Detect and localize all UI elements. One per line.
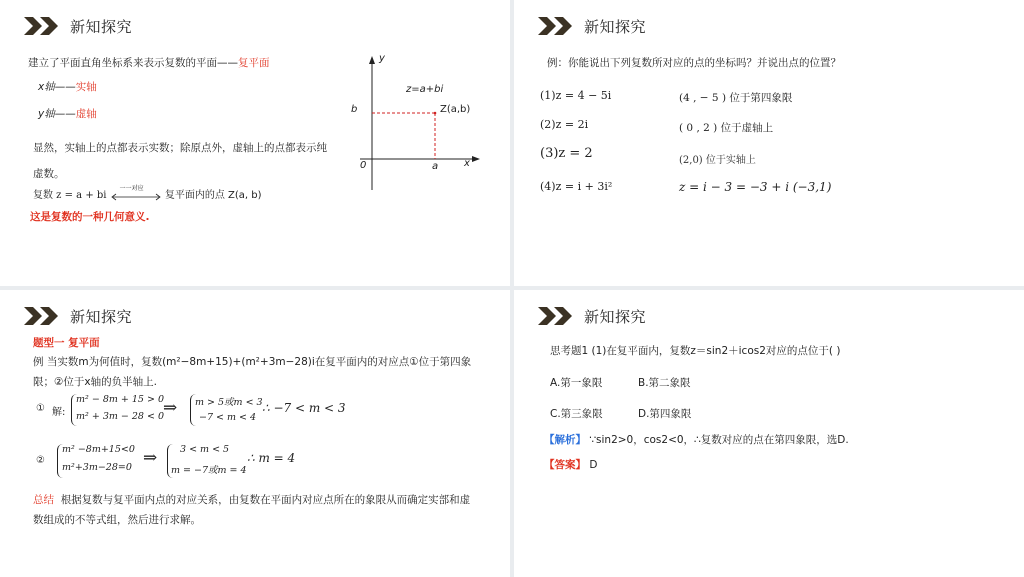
double-chevron-icon bbox=[24, 307, 60, 325]
analysis-label: 【解析】 bbox=[544, 434, 586, 446]
sol1-conclusion: ∴ −7 < m < 3 bbox=[262, 401, 346, 415]
item-2-expr: (2)z = 2i bbox=[540, 118, 589, 131]
y-axis-text: y轴—— bbox=[38, 108, 76, 120]
header-title: 新知探究 bbox=[70, 307, 133, 326]
conclusion: 这是复数的一种几何意义. bbox=[30, 211, 150, 223]
note-line-2: 虚数。 bbox=[33, 168, 65, 180]
x-axis-text: x轴—— bbox=[38, 81, 76, 93]
type-label: 题型一 复平面 bbox=[33, 337, 100, 349]
item-3-answer: (2,0) 位于实轴上 bbox=[679, 155, 756, 166]
graph-point-label: Z(a,b) bbox=[440, 104, 471, 115]
mapping-line bbox=[33, 186, 262, 201]
y-axis-line bbox=[38, 106, 97, 121]
sol2-implies: ⇒ bbox=[143, 448, 158, 468]
slide-header bbox=[538, 304, 646, 328]
sol1-res1: m > 5或m < 3 bbox=[195, 397, 263, 408]
example-question: 例：你能说出下列复数所对应的点的坐标吗？并说出点的位置？ bbox=[547, 57, 841, 69]
item-4-expr: (4)z = i + 3i² bbox=[540, 180, 613, 193]
sol1-sys1: m² − 8m + 15 > 0 bbox=[76, 394, 165, 405]
item-1-answer: (4 , − 5 ) 位于第四象限 bbox=[679, 92, 793, 104]
answer-text: D bbox=[589, 459, 598, 471]
double-chevron-icon bbox=[24, 17, 60, 35]
answer-label: 【答案】 bbox=[544, 459, 586, 471]
x-axis-line bbox=[38, 79, 97, 94]
summary-line-2: 数组成的不等式组，然后进行求解。 bbox=[33, 514, 201, 526]
summary-line-1 bbox=[33, 492, 470, 507]
intro-term: 复平面 bbox=[238, 57, 270, 69]
think-question: 思考题1 (1)在复平面内，复数z＝sin2＋icos2对应的点位于( ) bbox=[550, 345, 841, 357]
map-arrow-label: 一一对应 bbox=[119, 185, 144, 192]
item-1-expr: (1)z = 4 − 5i bbox=[540, 89, 612, 102]
slide-4[interactable] bbox=[514, 290, 1024, 577]
sol2-res1: 3 < m < 5 bbox=[180, 444, 230, 455]
slide-3[interactable] bbox=[0, 290, 510, 577]
sol1-res2: −7 < m < 4 bbox=[199, 412, 257, 423]
graph-b-label: b bbox=[351, 104, 358, 115]
complex-plane-graph bbox=[340, 50, 490, 195]
graph-y-label: y bbox=[379, 53, 385, 64]
slide-1[interactable] bbox=[0, 0, 510, 286]
analysis-line bbox=[544, 432, 849, 447]
sol2-conclusion: ∴ m = 4 bbox=[247, 451, 296, 465]
y-axis-term: 虚轴 bbox=[75, 108, 97, 120]
intro-text: 建立了平面直角坐标系来表示复数的平面—— bbox=[28, 57, 238, 69]
summary-text-1: 根据复数与复平面内点的对应关系，由复数在平面内对应点所在的象限从而确定实部和虚 bbox=[60, 494, 471, 506]
point-z bbox=[434, 112, 437, 115]
double-chevron-icon bbox=[538, 307, 574, 325]
analysis-text: ∵sin2>0，cos2<0，∴复数对应的点在第四象限，选D. bbox=[589, 434, 849, 446]
item-4-answer: z = i − 3 = −3 + i (−3,1) bbox=[679, 180, 832, 194]
map-right: 复平面内的点 Z(a, b) bbox=[164, 190, 262, 201]
sol2-sys1: m² −8m+15<0 bbox=[62, 444, 135, 455]
x-axis-arrow bbox=[472, 156, 480, 162]
graph-x-label: x bbox=[464, 158, 470, 169]
answer-line bbox=[544, 457, 597, 472]
option-d[interactable]: D.第四象限 bbox=[638, 408, 692, 420]
double-chevron-icon bbox=[538, 17, 574, 35]
slide-header bbox=[24, 304, 132, 328]
note-line-1: 显然，实轴上的点都表示实数；除原点外，虚轴上的点都表示纯 bbox=[33, 142, 327, 154]
header-title: 新知探究 bbox=[584, 17, 647, 36]
header-title: 新知探究 bbox=[584, 307, 647, 326]
sol2-sys2: m²+3m−28=0 bbox=[62, 462, 132, 473]
bidirectional-arrow-icon bbox=[110, 185, 162, 200]
item-2-answer: ( 0 , 2 ) 位于虚轴上 bbox=[679, 122, 774, 134]
slide-2[interactable] bbox=[514, 0, 1024, 286]
x-axis-term: 实轴 bbox=[75, 81, 97, 93]
problem-line-1: 例 当实数m为何值时，复数(m²−8m+15)+(m²+3m−28)i在复平面内的对应点①位于第四象 bbox=[33, 356, 472, 368]
item-3-expr: (3)z = 2 bbox=[540, 146, 593, 161]
sol1-implies: ⇒ bbox=[163, 398, 178, 418]
graph-equation: z=a+bi bbox=[406, 84, 444, 95]
y-axis-arrow bbox=[369, 56, 375, 64]
slide-header bbox=[24, 14, 132, 38]
problem-line-2: 限；②位于x轴的负半轴上. bbox=[33, 376, 157, 388]
sol2-res2: m = −7或m = 4 bbox=[171, 465, 247, 476]
option-b[interactable]: B.第二象限 bbox=[638, 377, 691, 389]
sol1-num: ① bbox=[36, 403, 45, 414]
graph-a-label: a bbox=[432, 161, 439, 172]
header-title: 新知探究 bbox=[70, 17, 133, 36]
map-left: 复数 z = a + bi bbox=[33, 190, 107, 201]
intro-line bbox=[28, 55, 270, 70]
option-a[interactable]: A.第一象限 bbox=[550, 377, 603, 389]
sol1-sys2: m² + 3m − 28 < 0 bbox=[76, 411, 165, 422]
sol2-num: ② bbox=[36, 455, 45, 466]
sol1-prefix: 解: bbox=[52, 407, 66, 418]
slide-header bbox=[538, 14, 646, 38]
graph-origin-label: 0 bbox=[360, 160, 367, 171]
summary-label: 总结 bbox=[33, 494, 54, 506]
option-c[interactable]: C.第三象限 bbox=[550, 408, 603, 420]
